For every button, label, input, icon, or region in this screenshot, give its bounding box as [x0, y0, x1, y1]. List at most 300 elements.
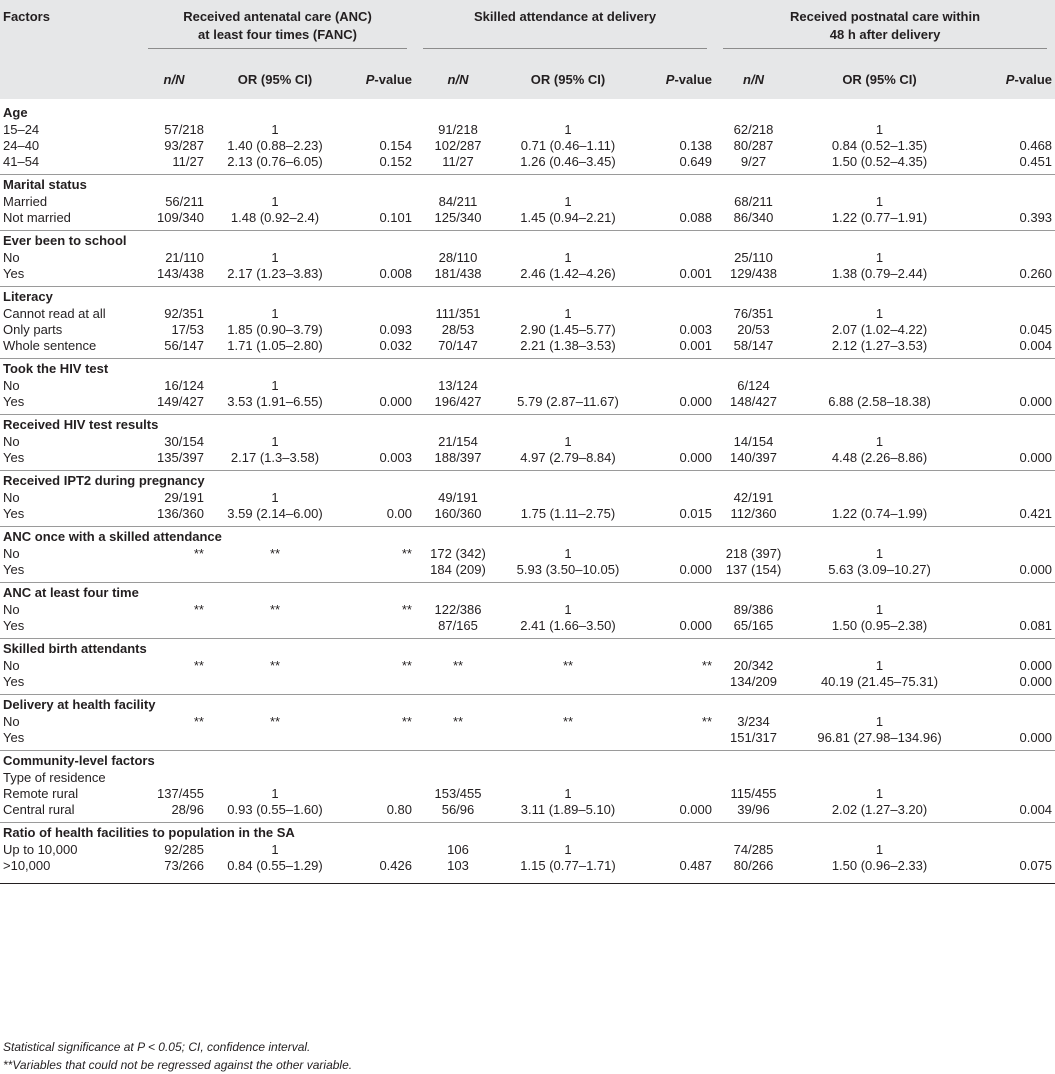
table-row: [0, 322, 1055, 338]
table-cell: [501, 770, 635, 786]
table-cell: 1: [875, 658, 884, 673]
row-label: Yes: [3, 394, 25, 409]
table-row: [0, 490, 1055, 506]
table-cell: 3.59 (2.14–6.00): [227, 506, 323, 521]
table-cell: [342, 490, 415, 506]
table-cell: 16/124: [164, 378, 204, 393]
table-cell: [967, 378, 1055, 394]
section-header-row: [0, 823, 1055, 843]
section-header-row: [0, 175, 1055, 195]
table-cell: **: [193, 602, 204, 617]
section-header-row: [0, 231, 1055, 251]
table-cell: 57/218: [164, 122, 204, 137]
table-cell: 1: [271, 250, 279, 265]
table-cell: 1.48 (0.92–2.4): [230, 210, 320, 225]
table-row: [0, 306, 1055, 322]
footnote-not-regressed: **Variables that could not be regressed against the other variable.: [3, 1058, 353, 1072]
subheader-pvalue: P-value: [1005, 72, 1053, 87]
table-cell: 1.85 (0.90–3.79): [227, 322, 323, 337]
table-cell: 196/427: [434, 394, 482, 409]
table-cell: 160/360: [434, 506, 482, 521]
table-cell: 0.004: [1019, 338, 1053, 353]
table-cell: 0.000: [379, 394, 412, 409]
section-header-row: [0, 583, 1055, 603]
table-cell: 1: [875, 122, 884, 137]
table-cell: 28/110: [438, 250, 478, 265]
header-row-groups: [0, 0, 1055, 61]
subheader-n: n/N: [743, 72, 764, 87]
table-cell: [635, 194, 715, 210]
table-cell: 1: [564, 434, 572, 449]
table-cell: [140, 770, 208, 786]
table-cell: 0.015: [679, 506, 713, 521]
group-header-postnatal-line1: Received postnatal care within: [790, 9, 981, 24]
table-cell: 0.71 (0.46–1.11): [520, 138, 616, 153]
table-cell: 62/218: [733, 122, 774, 137]
table-cell: 1: [564, 250, 572, 265]
table-cell: 1.22 (0.74–1.99): [831, 506, 928, 521]
table-cell: 11/27: [172, 154, 204, 169]
table-cell: 1: [875, 786, 884, 801]
row-label: Only parts: [3, 322, 63, 337]
table-cell: [967, 250, 1055, 266]
subheader-n: n/N: [163, 72, 185, 87]
table-cell: 1: [564, 194, 572, 209]
table-cell: 3/234: [737, 714, 770, 729]
table-cell: [635, 730, 715, 746]
table-cell: 115/455: [730, 786, 777, 801]
table-cell: 1: [271, 378, 279, 393]
group-header-postnatal-line2: 48 h after delivery: [829, 27, 941, 42]
table-cell: [635, 306, 715, 322]
row-label: No: [3, 714, 20, 729]
table-cell: [967, 770, 1055, 786]
table-cell: 80/287: [733, 138, 774, 153]
section-title: ANC once with a skilled attendance: [0, 527, 1055, 547]
table-cell: 39/96: [737, 802, 770, 817]
table-cell: 129/438: [730, 266, 778, 281]
table-cell: 65/165: [733, 618, 774, 633]
table-row: [0, 658, 1055, 674]
table-cell: [342, 730, 415, 746]
table-cell: 0.000: [679, 562, 713, 577]
table-cell: 140/397: [730, 450, 778, 465]
subheader-pvalue: P-value: [365, 72, 412, 87]
table-cell: [967, 194, 1055, 210]
table-row: [0, 714, 1055, 730]
row-label: No: [3, 250, 20, 265]
table-cell: 103: [447, 858, 469, 873]
table-cell: 5.63 (3.09–10.27): [828, 562, 931, 577]
table-cell: 151/317: [730, 730, 778, 745]
row-label: Yes: [3, 674, 25, 689]
table-cell: [342, 378, 415, 394]
row-label: Yes: [3, 730, 25, 745]
row-label: No: [3, 378, 20, 393]
group-header-postnatal: [715, 0, 1055, 61]
table-cell: [140, 618, 208, 634]
table-cell: 1: [875, 842, 884, 857]
table-row: [0, 842, 1055, 858]
table-cell: 0.84 (0.52–1.35): [831, 138, 928, 153]
subheader-pvalue: P-value: [665, 72, 713, 87]
table-cell: 1.38 (0.79–2.44): [831, 266, 928, 281]
table-cell: 92/351: [164, 306, 204, 321]
table-cell: 1: [271, 490, 279, 505]
table-cell: [501, 490, 635, 506]
table-cell: 76/351: [733, 306, 774, 321]
table-cell: 153/455: [434, 786, 482, 801]
table-cell: [792, 378, 967, 394]
row-label: Cannot read at all: [3, 306, 106, 321]
table-row: [0, 154, 1055, 170]
table-cell: 1: [564, 786, 572, 801]
section-title: Literacy: [0, 287, 1055, 307]
table-cell: **: [562, 658, 574, 673]
table-cell: 1.45 (0.94–2.21): [520, 210, 616, 225]
table-cell: [415, 674, 501, 690]
table-row: [0, 210, 1055, 226]
table-cell: 2.12 (1.27–3.53): [831, 338, 928, 353]
subheader-or: OR (95% CI): [842, 72, 917, 87]
table-cell: [140, 674, 208, 690]
table-cell: [635, 250, 715, 266]
table-cell: **: [562, 714, 574, 729]
section-header-row: [0, 359, 1055, 379]
table-cell: [501, 730, 635, 746]
table-row: [0, 506, 1055, 522]
table-cell: 0.393: [1019, 210, 1053, 225]
row-label: Yes: [3, 618, 25, 633]
row-label: Whole sentence: [3, 338, 97, 353]
table-row: [0, 602, 1055, 618]
table-cell: 2.41 (1.66–3.50): [520, 618, 616, 633]
table-cell: [967, 602, 1055, 618]
table-cell: 1.22 (0.77–1.91): [831, 210, 928, 225]
table-cell: 0.088: [679, 210, 713, 225]
table-cell: 1: [875, 306, 884, 321]
row-label: Yes: [3, 266, 25, 281]
table-cell: 0.260: [1019, 266, 1053, 281]
table-cell: 6.88 (2.58–18.38): [828, 394, 931, 409]
table-cell: 91/218: [438, 122, 478, 137]
table-cell: [342, 786, 415, 802]
table-row: [0, 770, 1055, 786]
table-cell: 1.50 (0.95–2.38): [831, 618, 928, 633]
section-title: ANC at least four time: [0, 583, 1055, 603]
table-row: [0, 562, 1055, 578]
table-cell: 137/455: [157, 786, 204, 801]
table-cell: 5.79 (2.87–11.67): [517, 394, 619, 409]
table-row: [0, 250, 1055, 266]
group-header-fanc-line2: at least four times (FANC): [198, 27, 357, 42]
table-cell: [501, 378, 635, 394]
section-header-row: [0, 695, 1055, 715]
table-cell: 2.17 (1.23–3.83): [227, 266, 323, 281]
row-label: Remote rural: [3, 786, 79, 801]
table-cell: 106: [447, 842, 469, 857]
section-title: Community-level factors: [0, 751, 1055, 771]
table-cell: 14/154: [733, 434, 774, 449]
row-label: Type of residence: [3, 770, 106, 785]
table-cell: 5.93 (3.50–10.05): [516, 562, 620, 577]
table-cell: [342, 434, 415, 450]
table-cell: 42/191: [733, 490, 774, 505]
table-row: [0, 138, 1055, 154]
section-title: Ratio of health facilities to population in the SA: [0, 823, 1055, 843]
table-cell: 3.53 (1.91–6.55): [227, 394, 323, 409]
subheader-or: OR (95% CI): [530, 72, 606, 87]
table-cell: 0.426: [379, 858, 412, 873]
table-cell: 58/147: [733, 338, 774, 353]
table-cell: [635, 842, 715, 858]
table-cell: [501, 674, 635, 690]
table-cell: 89/386: [733, 602, 774, 617]
table-cell: 0.138: [679, 138, 713, 153]
table-cell: [635, 674, 715, 690]
table-cell: 1: [271, 786, 279, 801]
table-cell: **: [269, 658, 281, 673]
section-header-row: [0, 471, 1055, 491]
table-cell: **: [401, 714, 412, 729]
table-cell: 3.11 (1.89–5.10): [520, 802, 616, 817]
table-cell: 1: [875, 250, 884, 265]
table-cell: [635, 770, 715, 786]
table-cell: 56/147: [164, 338, 204, 353]
row-label: Yes: [3, 562, 25, 577]
table-body: [0, 103, 1055, 884]
subheader-n: n/N: [447, 72, 469, 87]
table-cell: [635, 122, 715, 138]
table-cell: 1: [875, 714, 884, 729]
table-cell: 0.000: [679, 618, 713, 633]
table-cell: [967, 546, 1055, 562]
row-label: >10,000: [3, 858, 51, 873]
table-cell: [342, 674, 415, 690]
table-cell: [140, 562, 208, 578]
group-header-fanc-line1: Received antenatal care (ANC): [183, 9, 372, 24]
table-cell: [342, 770, 415, 786]
table-cell: 13/124: [438, 378, 478, 393]
row-label: No: [3, 546, 20, 561]
table-cell: [635, 490, 715, 506]
group-header-fanc: [140, 0, 415, 61]
table-bottom-rule: [0, 878, 1055, 884]
table-cell: [342, 122, 415, 138]
table-cell: 25/110: [734, 250, 773, 265]
table-cell: [415, 730, 501, 746]
header-row-subcolumns: [0, 61, 1055, 99]
table-cell: 1.71 (1.05–2.80): [227, 338, 323, 353]
table-cell: 1: [564, 122, 572, 137]
table-cell: 1: [271, 122, 279, 137]
table-row: [0, 122, 1055, 138]
table-cell: 21/154: [438, 434, 478, 449]
table-cell: 4.97 (2.79–8.84): [520, 450, 616, 465]
table-cell: **: [452, 714, 464, 729]
table-cell: 125/340: [434, 210, 482, 225]
table-row: [0, 338, 1055, 354]
table-cell: **: [401, 602, 412, 617]
table-cell: 0.045: [1019, 322, 1053, 337]
table-cell: [635, 378, 715, 394]
table-row: [0, 394, 1055, 410]
section-header-row: [0, 287, 1055, 307]
table-cell: 0.93 (0.55–1.60): [227, 802, 323, 817]
table-cell: 0.004: [1019, 802, 1053, 817]
table-cell: [635, 602, 715, 618]
table-cell: 0.152: [379, 154, 412, 169]
table-cell: 0.008: [379, 266, 412, 281]
table-cell: **: [269, 546, 281, 561]
table-cell: 136/360: [157, 506, 204, 521]
table-cell: 218 (397): [725, 546, 782, 561]
table-cell: 109/340: [157, 210, 204, 225]
footnotes: [3, 1038, 352, 1074]
table-cell: 4.48 (2.26–8.86): [831, 450, 928, 465]
group-rule: [723, 48, 1047, 49]
table-cell: 0.487: [679, 858, 713, 873]
row-label: Central rural: [3, 802, 75, 817]
table-cell: 29/191: [164, 490, 204, 505]
table-cell: 87/165: [438, 618, 478, 633]
table-row: [0, 266, 1055, 282]
table-cell: 184 (209): [430, 562, 486, 577]
table-cell: 84/211: [438, 194, 478, 209]
table-cell: [635, 434, 715, 450]
table-cell: 92/285: [164, 842, 204, 857]
table-cell: 74/285: [733, 842, 774, 857]
table-cell: [715, 770, 792, 786]
table-cell: 122/386: [434, 602, 482, 617]
table-row: [0, 858, 1055, 874]
table-cell: 1.50 (0.96–2.33): [831, 858, 928, 873]
table-cell: 21/110: [165, 250, 204, 265]
table-cell: [208, 770, 342, 786]
table-cell: 80/266: [733, 858, 774, 873]
table-cell: 0.000: [1019, 674, 1053, 689]
table-cell: [967, 714, 1055, 730]
table-cell: 93/287: [164, 138, 204, 153]
table-cell: [792, 770, 967, 786]
table-cell: **: [401, 658, 412, 673]
table-cell: 148/427: [730, 394, 778, 409]
table-cell: 20/53: [737, 322, 770, 337]
table-cell: 56/96: [441, 802, 475, 817]
section-title: Received HIV test results: [0, 415, 1055, 435]
table-cell: 56/211: [165, 194, 204, 209]
row-label: No: [3, 490, 20, 505]
table-cell: 49/191: [438, 490, 478, 505]
table-cell: **: [701, 714, 713, 729]
table-row: [0, 450, 1055, 466]
table-cell: [967, 434, 1055, 450]
table-cell: 2.46 (1.42–4.26): [520, 266, 616, 281]
group-header-skilled: [415, 0, 715, 61]
table-cell: 137 (154): [725, 562, 782, 577]
row-label: Not married: [3, 210, 71, 225]
table-cell: [208, 618, 342, 634]
table-cell: [967, 122, 1055, 138]
table-cell: 0.421: [1019, 506, 1053, 521]
table-cell: [967, 490, 1055, 506]
table-cell: 20/342: [733, 658, 774, 673]
table-cell: 1: [271, 306, 279, 321]
table-cell: [208, 730, 342, 746]
table-cell: 2.07 (1.02–4.22): [831, 322, 928, 337]
section-title: Age: [3, 105, 28, 120]
table-cell: 0.032: [379, 338, 412, 353]
table-cell: [208, 562, 342, 578]
table-cell: **: [401, 546, 412, 561]
table-cell: 1: [875, 434, 884, 449]
table-cell: 0.468: [1019, 138, 1053, 153]
section-title: Delivery at health facility: [0, 695, 1055, 715]
table-cell: 111/351: [435, 306, 481, 321]
table-cell: **: [701, 658, 713, 673]
table-cell: 1: [875, 194, 884, 209]
row-label: No: [3, 658, 20, 673]
table-cell: 0.154: [379, 138, 412, 153]
section-header-row: [0, 751, 1055, 771]
table-cell: 1: [564, 842, 572, 857]
table-cell: [342, 250, 415, 266]
table-cell: 0.000: [679, 394, 713, 409]
table-cell: 0.081: [1019, 618, 1053, 633]
table-row: [0, 730, 1055, 746]
table-cell: [208, 674, 342, 690]
table-cell: 6/124: [737, 378, 770, 393]
table-cell: 2.02 (1.27–3.20): [831, 802, 928, 817]
table-cell: 2.21 (1.38–3.53): [520, 338, 616, 353]
table-cell: [342, 306, 415, 322]
table-cell: 1: [271, 194, 279, 209]
table-cell: 1.40 (0.88–2.23): [227, 138, 323, 153]
section-title: Received IPT2 during pregnancy: [0, 471, 1055, 491]
table-cell: [967, 842, 1055, 858]
group-rule: [148, 48, 407, 49]
table-cell: 2.17 (1.3–3.58): [230, 450, 320, 465]
table-cell: [140, 730, 208, 746]
table-cell: [635, 546, 715, 562]
row-label: Yes: [3, 506, 25, 521]
table-cell: 40.19 (21.45–75.31): [820, 674, 939, 689]
subheader-blank: [0, 61, 140, 99]
table-cell: 0.001: [679, 266, 713, 281]
table-cell: **: [269, 602, 281, 617]
table-cell: **: [269, 714, 281, 729]
table-cell: 1.26 (0.46–3.45): [520, 154, 616, 169]
table-cell: 1: [564, 546, 572, 561]
table-cell: 2.90 (1.45–5.77): [520, 322, 616, 337]
row-label: 15–24: [3, 122, 40, 137]
table-cell: 28/96: [171, 802, 204, 817]
table-cell: 0.101: [379, 210, 412, 225]
section-title: Ever been to school: [0, 231, 1055, 251]
section-header-row: [0, 103, 1055, 122]
table-cell: [342, 842, 415, 858]
section-header-row: [0, 639, 1055, 659]
table-cell: 1.15 (0.77–1.71): [520, 858, 616, 873]
table-cell: 0.000: [679, 450, 713, 465]
table-cell: 1: [271, 842, 279, 857]
table-cell: 30/154: [164, 434, 204, 449]
table-cell: **: [193, 658, 204, 673]
table-cell: 73/266: [164, 858, 204, 873]
table-cell: [342, 618, 415, 634]
table-cell: 0.00: [386, 506, 412, 521]
table-cell: 0.001: [679, 338, 713, 353]
